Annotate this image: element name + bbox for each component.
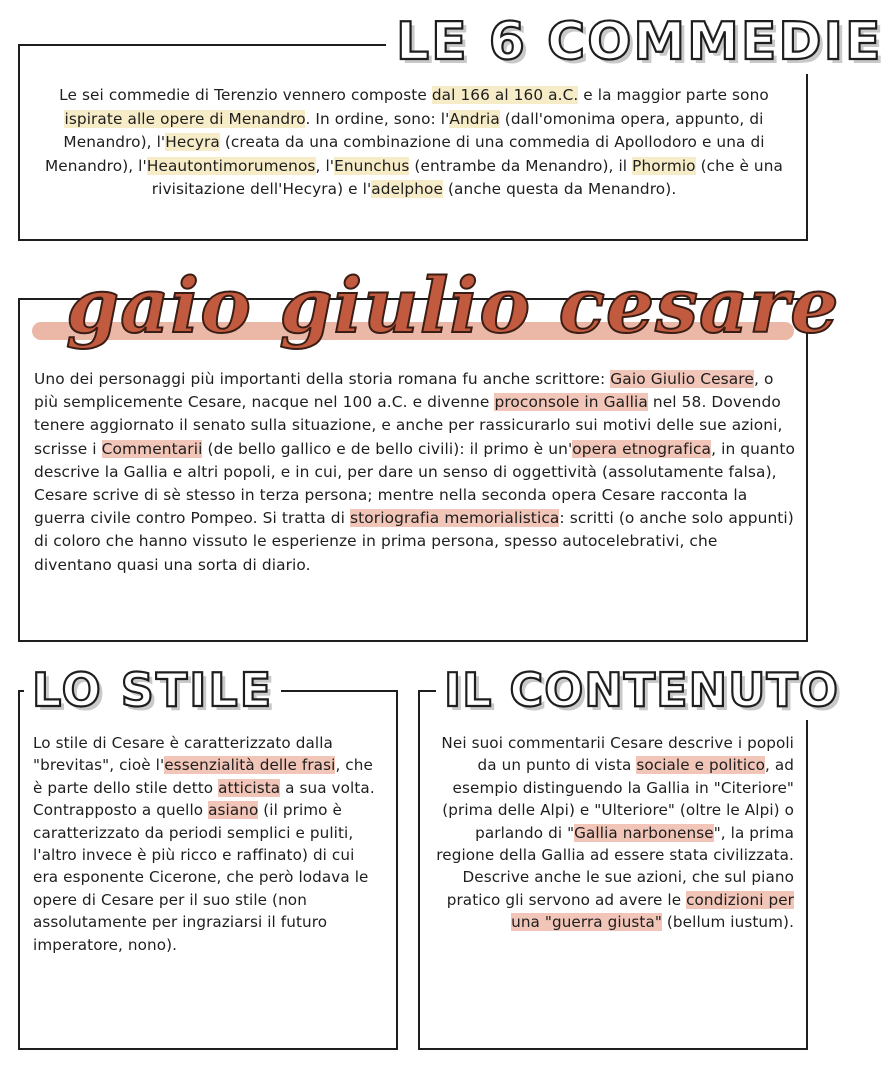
text-run: , o più semplicemente Cesare, nacque nel 100 a.C. e divenne [34,370,774,412]
highlighted-text: sociale e politico [636,756,765,775]
cesare-text [34,368,796,577]
stile-text [33,732,383,956]
text-run: Uno dei personaggi più importanti della storia romana fu anche scrittore: [34,370,611,388]
highlighted-text: dal 166 al 160 a.C. [431,86,579,104]
highlighted-text: Commentarii [101,439,203,458]
highlighted-text: Heautontimorumenos [146,156,316,175]
text-run: (il primo è caratterizzato da periodi semplici e puliti, l'altro invece è più ricco e raffinato) di cui era esponente Cicerone, che però lodava le opere di Cesare per il suo stile (non assolutamente per ingraziarsi il futuro imperatore, nono). [33,801,369,954]
highlighted-text: storiografia memorialistica [350,509,560,528]
text-run: (bellum iustum). [661,913,794,932]
text-run: (che è una rivisitazione dell'Hecyra) e l' [151,156,783,198]
text-run: nel 58. Dovendo tenere aggiornato il senato sulla situazione, e anche per rassicurarlo sui motivi delle sue azioni, scrisse i [34,393,783,458]
text-run: (creata da una combinazione di una commedia di Apollodoro e una di Menandro), l' [45,133,765,175]
highlighted-text: ispirate alle opere di Menandro [64,109,306,128]
text-run: (dall'omonima opera, appunto, di Menandro), l' [63,109,764,151]
commedie-text [34,84,794,202]
text-run: Lo stile di Cesare è caratterizzato dalla "brevitas", cioè l' [33,734,333,775]
highlighted-text: essenzialità delle frasi [164,756,336,775]
text-run: , l' [315,156,335,175]
text-run: a sua volta. Contrapposto a quello [33,778,375,820]
text-run: Le sei commedie di Terenzio vennero composte [59,86,432,104]
contenuto-title: IL CONTENUTO [436,660,847,720]
text-run: , ad esempio distinguendo la Gallia in "Citeriore" (prima delle Alpi) e "Ulteriore" (oltre le Alpi) o parlando di " [442,756,794,842]
cesare-title: gaio giulio cesare [66,261,840,350]
highlighted-text: Hecyra [165,133,220,151]
highlighted-text: Enunchus [334,156,410,175]
text-run: e la maggior parte sono [578,86,769,104]
highlighted-text: asiano [208,801,259,820]
highlighted-text: atticista [218,778,281,797]
highlighted-text: Gaio Giulio Cesare [610,370,754,388]
highlighted-text: Gallia narbonense [574,823,714,842]
highlighted-text: adelphoe [371,180,444,198]
commedie-title: LE 6 COMMEDIE [386,10,892,74]
text-run: Nei suoi commentarii Cesare descrive i popoli da un punto di vista [441,734,794,775]
highlighted-text: Phormio [632,156,696,175]
text-run: (anche questa da Menandro). [443,180,677,198]
stile-title: LO STILE [24,660,281,720]
text-run: : scritti (o anche solo appunti) di coloro che hanno vissuto le esperienze in prima persona, spesso autocelebrativi, che diventano quasi una sorta di diario. [34,509,794,574]
contenuto-text [434,732,794,934]
highlighted-text: opera etnografica [572,439,712,458]
highlighted-text: Andria [449,109,500,128]
text-run: , che è parte dello stile detto [33,756,373,797]
text-run: ", la prima regione della Gallia ad essere stata civilizzata. Descrive anche le sue azioni, che sul piano pratico gli servono ad avere le [436,823,794,909]
text-run: , in quanto descrive la Gallia e altri popoli, e in cui, per dare un senso di oggettività (assolutamente falsa), Cesare scrive di sè stesso in terza persona; mentre nella seconda opera Cesare racconta la guerra civile contro Pompeo. Si tratta di [34,439,796,528]
highlighted-text: proconsole in Gallia [494,393,648,412]
text-run: . In ordine, sono: l' [305,109,450,128]
text-run: (de bello gallico e de bello civili): il primo è un' [202,439,573,458]
highlighted-text: condizioni per una "guerra giusta" [511,890,794,932]
text-run: (entrambe da Menandro), il [409,156,633,175]
